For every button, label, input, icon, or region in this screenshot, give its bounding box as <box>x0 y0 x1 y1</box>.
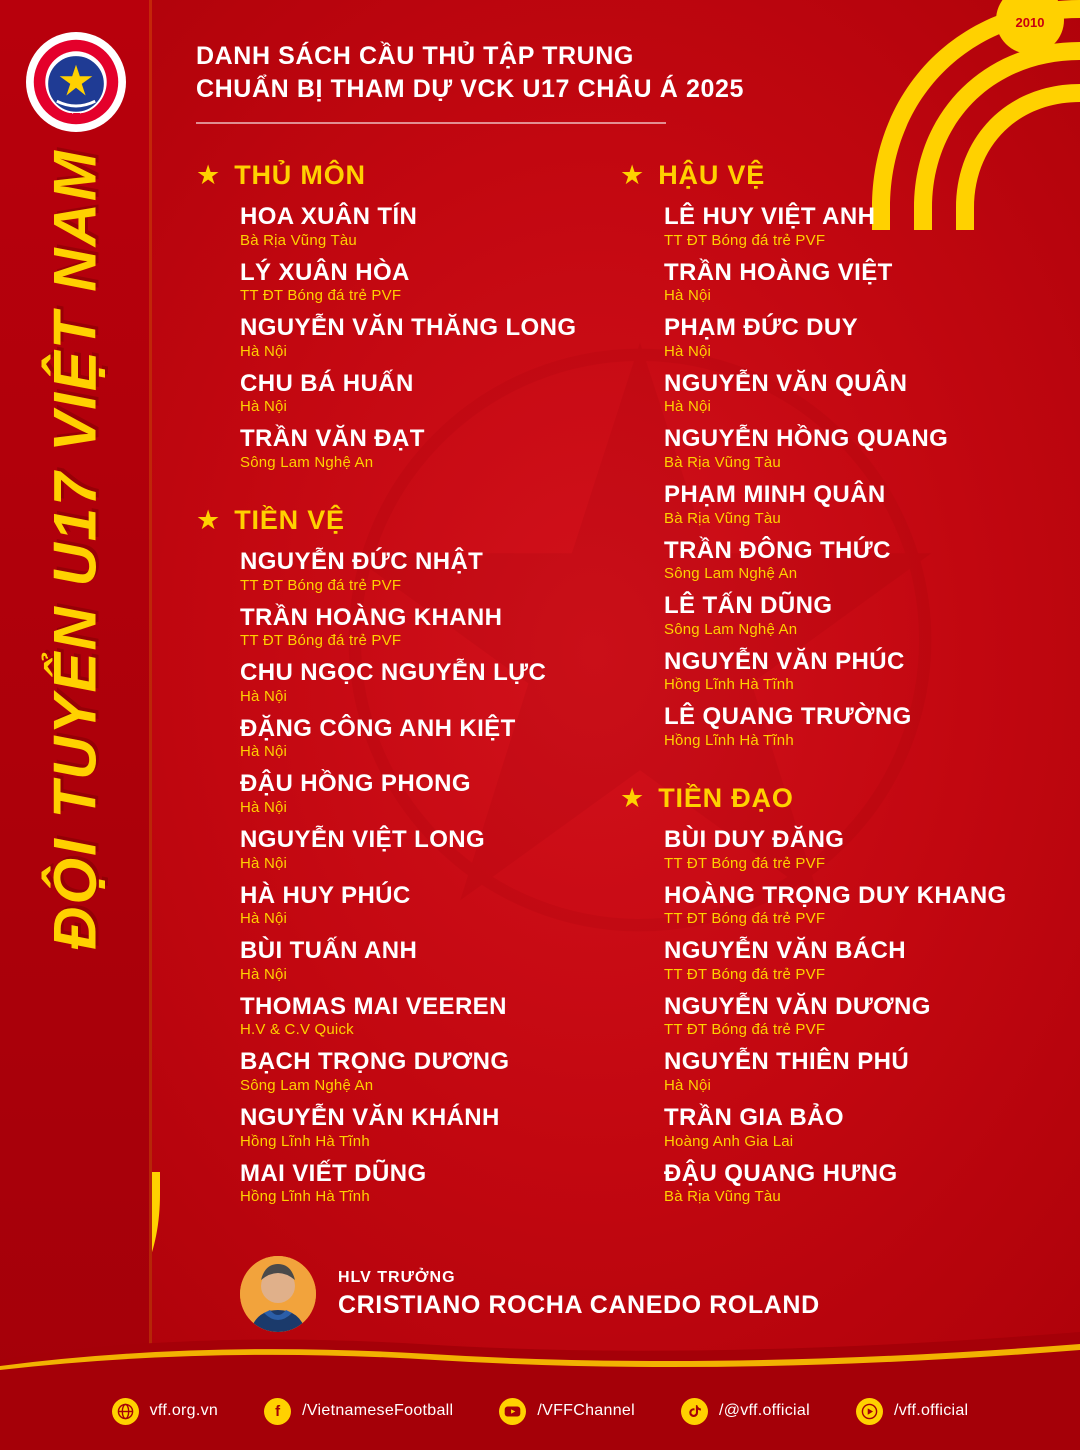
coach-text <box>338 1269 820 1320</box>
play-icon <box>856 1398 883 1425</box>
youtube-icon <box>499 1398 526 1425</box>
section-header <box>196 505 596 536</box>
list-item <box>240 203 596 249</box>
player-name: MAI VIẾT DŨNG <box>240 1159 427 1187</box>
player-club: Hồng Lĩnh Hà Tĩnh <box>664 731 794 749</box>
player-name: NGUYỄN VĂN QUÂN <box>664 369 908 397</box>
star-icon: ★ <box>196 160 221 190</box>
list-item <box>240 259 596 305</box>
section-goalkeepers <box>196 160 596 471</box>
star-icon: ★ <box>620 782 645 813</box>
list-item <box>664 703 1020 749</box>
list-item <box>664 592 1020 638</box>
footer-item-tiktok[interactable] <box>681 1398 810 1425</box>
footer-label: /@vff.official <box>718 1402 810 1419</box>
list-item <box>664 259 1020 305</box>
player-club: Hà Nội <box>240 687 288 705</box>
svg-text:2010: 2010 <box>1015 15 1045 30</box>
player-club: Hồng Lĩnh Hà Tĩnh <box>240 1132 370 1150</box>
header-line-1: DANH SÁCH CẦU THỦ TẬP TRUNG <box>196 42 634 70</box>
list-item <box>664 648 1020 694</box>
player-club: Bà Rịa Vũng Tàu <box>664 453 781 471</box>
footer-item-youtube[interactable] <box>499 1398 635 1425</box>
poster-vertical-title: ĐỘI TUYỂN U17 VIỆT NAM <box>41 149 109 950</box>
players-list <box>620 203 1020 749</box>
player-club: TT ĐT Bóng đá trẻ PVF <box>240 576 402 594</box>
footer-social-bar <box>0 1372 1080 1450</box>
footer-wave <box>0 1330 1080 1372</box>
coach-name: CRISTIANO ROCHA CANEDO ROLAND <box>338 1290 820 1319</box>
player-club: Hà Nội <box>664 398 712 416</box>
player-name: HOA XUÂN TÍN <box>240 203 418 230</box>
list-item <box>664 481 1020 527</box>
player-club: Sông Lam Nghệ An <box>664 565 798 583</box>
player-club: Bà Rịa Vũng Tàu <box>664 509 781 527</box>
player-club: Bà Rịa Vũng Tàu <box>240 231 357 249</box>
players-list <box>196 548 596 1205</box>
list-item <box>664 937 1020 983</box>
player-name: PHẠM MINH QUÂN <box>664 480 886 508</box>
section-forwards <box>620 783 1020 1205</box>
header-line-2: CHUẨN BỊ THAM DỰ VCK U17 CHÂU Á 2025 <box>196 75 744 103</box>
header <box>196 40 896 124</box>
player-name: NGUYỄN VĂN BÁCH <box>664 937 907 965</box>
footer-label: /VFFChannel <box>537 1402 635 1419</box>
player-club: Hà Nội <box>240 965 288 983</box>
section-defenders <box>620 160 1020 749</box>
players-list <box>620 826 1020 1205</box>
list-item <box>664 537 1020 583</box>
globe-icon <box>112 1398 139 1425</box>
player-name: NGUYỄN ĐỨC NHẬT <box>240 547 484 575</box>
player-club: Hoàng Anh Gia Lai <box>664 1132 794 1150</box>
player-name: TRẦN ĐÔNG THỨC <box>664 536 891 564</box>
list-item <box>240 425 596 471</box>
head-coach <box>240 1256 820 1332</box>
list-item <box>240 882 596 928</box>
player-club: Hà Nội <box>240 342 288 360</box>
section-header <box>620 783 1020 814</box>
list-item <box>664 882 1020 928</box>
player-club: H.V & C.V Quick <box>240 1021 354 1039</box>
list-item <box>664 1048 1020 1094</box>
player-name: TRẦN HOÀNG KHANH <box>240 603 503 631</box>
player-name: HOÀNG TRỌNG DUY KHANG <box>664 881 1007 909</box>
player-name: NGUYỄN VĂN PHÚC <box>664 647 905 675</box>
list-item <box>240 548 596 594</box>
player-club: Hồng Lĩnh Hà Tĩnh <box>664 676 794 694</box>
player-name: TRẦN HOÀNG VIỆT <box>664 258 893 286</box>
player-name: LÊ QUANG TRƯỜNG <box>664 703 912 731</box>
player-club: Hà Nội <box>664 1076 712 1094</box>
list-item <box>240 370 596 416</box>
list-item <box>664 826 1020 872</box>
player-club: Hà Nội <box>664 342 712 360</box>
list-item <box>240 993 596 1039</box>
player-name: BÙI DUY ĐĂNG <box>664 825 845 853</box>
player-name: NGUYỄN VĂN DƯƠNG <box>664 992 931 1020</box>
list-item <box>664 370 1020 416</box>
player-name: ĐẶNG CÔNG ANH KIỆT <box>240 714 516 742</box>
player-club: Hà Nội <box>240 743 288 761</box>
footer-item-play[interactable] <box>856 1398 968 1425</box>
player-name: LÊ HUY VIỆT ANH <box>664 203 876 230</box>
list-item <box>240 659 596 705</box>
list-item <box>664 993 1020 1039</box>
players-list <box>196 203 596 471</box>
player-club: Sông Lam Nghệ An <box>240 453 374 471</box>
coach-role: HLV TRƯỞNG <box>338 1268 456 1286</box>
tiktok-icon <box>681 1398 708 1425</box>
list-item <box>240 1048 596 1094</box>
player-club: Sông Lam Nghệ An <box>664 620 798 638</box>
player-club: Hà Nội <box>664 287 712 305</box>
list-item <box>240 1104 596 1150</box>
section-title: TIỀN VỆ <box>234 504 345 535</box>
player-name: NGUYỄN VIỆT LONG <box>240 825 486 853</box>
section-title: THỦ MÔN <box>234 160 366 190</box>
player-name: BÙI TUẤN ANH <box>240 937 418 965</box>
footer-item-website[interactable] <box>112 1398 219 1425</box>
list-item <box>664 203 1020 249</box>
player-name: TRẦN VĂN ĐẠT <box>240 425 425 453</box>
vff-logo <box>26 32 126 132</box>
list-item <box>240 1160 596 1206</box>
player-name: THOMAS MAI VEEREN <box>240 992 507 1020</box>
footer-label: vff.org.vn <box>149 1402 219 1419</box>
player-name: TRẦN GIA BẢO <box>664 1103 844 1131</box>
player-name: CHU BÁ HUẤN <box>240 369 414 397</box>
player-club: TT ĐT Bóng đá trẻ PVF <box>240 287 402 305</box>
right-column <box>620 160 1020 1205</box>
list-item <box>664 425 1020 471</box>
player-name: NGUYỄN VĂN KHÁNH <box>240 1103 500 1131</box>
section-midfielders <box>196 505 596 1205</box>
player-name: PHẠM ĐỨC DUY <box>664 314 859 342</box>
player-club: Hà Nội <box>240 798 288 816</box>
list-item <box>240 604 596 650</box>
section-header <box>196 160 596 191</box>
player-club: TT ĐT Bóng đá trẻ PVF <box>664 910 826 928</box>
player-name: NGUYỄN VĂN THĂNG LONG <box>240 314 577 342</box>
player-club: TT ĐT Bóng đá trẻ PVF <box>664 231 826 249</box>
player-club: Hồng Lĩnh Hà Tĩnh <box>240 1188 370 1206</box>
player-club: Hà Nội <box>240 398 288 416</box>
player-club: TT ĐT Bóng đá trẻ PVF <box>240 632 402 650</box>
footer-item-facebook[interactable] <box>264 1398 453 1425</box>
player-club: Hà Nội <box>240 910 288 928</box>
player-club: TT ĐT Bóng đá trẻ PVF <box>664 1021 826 1039</box>
player-name: ĐẬU HỒNG PHONG <box>240 770 471 798</box>
player-club: TT ĐT Bóng đá trẻ PVF <box>664 965 826 983</box>
star-icon: ★ <box>620 160 645 190</box>
player-name: HÀ HUY PHÚC <box>240 881 411 909</box>
list-item <box>240 937 596 983</box>
list-item <box>240 314 596 360</box>
player-club: Bà Rịa Vũng Tàu <box>664 1188 781 1206</box>
list-item <box>240 770 596 816</box>
player-club: Sông Lam Nghệ An <box>240 1076 374 1094</box>
list-item <box>664 314 1020 360</box>
player-name: NGUYỄN THIÊN PHÚ <box>664 1048 910 1076</box>
player-club: TT ĐT Bóng đá trẻ PVF <box>664 854 826 872</box>
player-name: LÊ TẤN DŨNG <box>664 592 833 620</box>
star-icon: ★ <box>196 504 221 535</box>
footer-label: /VietnameseFootball <box>302 1402 454 1419</box>
player-name: LÝ XUÂN HÒA <box>240 258 410 286</box>
list-item <box>664 1160 1020 1206</box>
left-column <box>196 160 596 1205</box>
section-title: TIỀN ĐẠO <box>658 782 794 813</box>
list-item <box>240 715 596 761</box>
player-name: ĐẬU QUANG HƯNG <box>664 1159 898 1187</box>
header-divider <box>196 122 666 124</box>
player-lists <box>196 160 1026 1205</box>
coach-avatar <box>240 1256 316 1332</box>
svg-text:VFF: VFF <box>63 110 89 126</box>
list-item <box>240 826 596 872</box>
facebook-icon: f <box>264 1398 291 1425</box>
player-club: Hà Nội <box>240 854 288 872</box>
section-title: HẬU VỆ <box>658 160 766 190</box>
section-header <box>620 160 1020 191</box>
footer-label: /vff.official <box>893 1402 969 1419</box>
player-name: CHU NGỌC NGUYỄN LỰC <box>240 659 547 687</box>
player-name: NGUYỄN HỒNG QUANG <box>664 425 949 453</box>
player-name: BẠCH TRỌNG DƯƠNG <box>240 1048 510 1076</box>
list-item <box>664 1104 1020 1150</box>
